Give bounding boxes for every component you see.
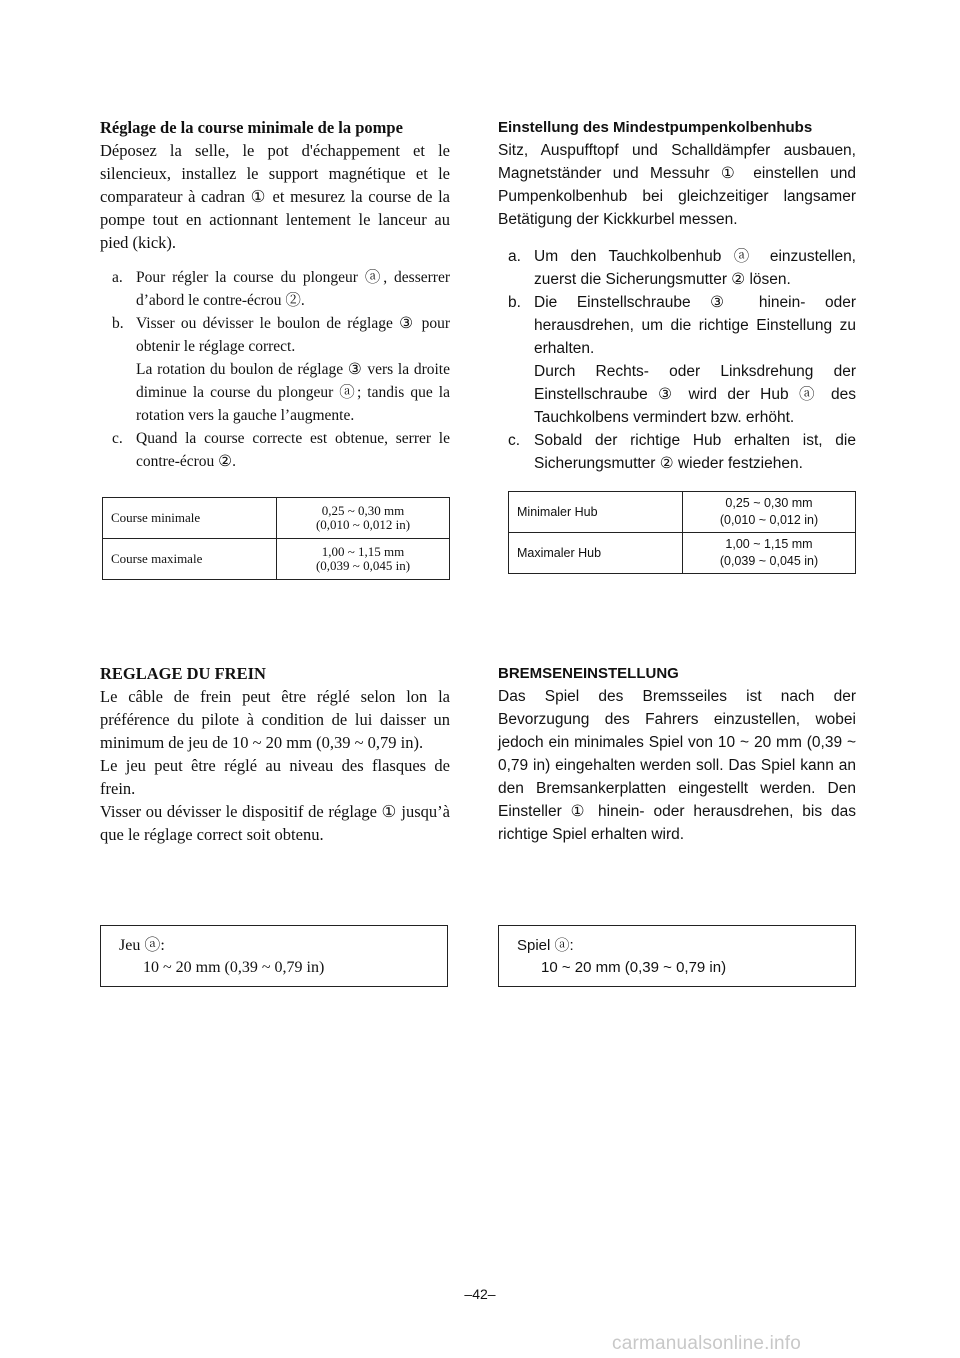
box-label: Jeu ⓐ: bbox=[119, 937, 165, 954]
french-steps-list bbox=[100, 266, 450, 473]
german-pump-intro: Sitz, Auspufftopf und Schalldämpfer ausbauen, Magnetständer und Messuhr ① einstellen und Pumpenkolbenhub bei gleichzeitiger langsamer Betätigung der Kickkurbel messen. bbox=[498, 142, 856, 228]
french-pump-intro: Déposez la selle, le pot d'échappement et le silencieux, installez le support magnétique et le comparateur à cadran ① et mesurez la course de la pompe tout en actionnant lentement le lanceur au pied (kick). bbox=[100, 141, 450, 252]
box-value: 10 ~ 20 mm (0,39 ~ 0,79 in) bbox=[143, 959, 325, 976]
step-text: Pour régler la course du plongeur ⓐ, desserrer d’abord le contre-écrou ②. bbox=[136, 269, 450, 309]
step-marker: c. bbox=[112, 430, 123, 447]
german-pump-title: Einstellung des Mindestpumpenkolbenhubs bbox=[498, 119, 813, 136]
table-cell-value bbox=[683, 492, 856, 533]
french-step-a bbox=[100, 266, 450, 312]
french-brake-p2: Le jeu peut être réglé au niveau des flasques de frein. bbox=[100, 756, 450, 798]
table-cell-value bbox=[277, 539, 450, 580]
box-label: Spiel ⓐ: bbox=[517, 937, 574, 954]
table-cell-label: Maximaler Hub bbox=[509, 533, 683, 574]
table-cell-label: Minimaler Hub bbox=[509, 492, 683, 533]
french-step-c bbox=[100, 427, 450, 473]
table-cell-value bbox=[277, 498, 450, 539]
french-brake-title: REGLAGE DU FREIN bbox=[100, 664, 266, 683]
step-extra-text: Durch Rechts- oder Linksdrehung der Einstellschraube ③ wird der Hub ⓐ des Tauchkolbens vermindert bzw. erhöht. bbox=[534, 363, 856, 426]
german-step-c bbox=[498, 429, 856, 475]
french-pump-section bbox=[100, 116, 450, 580]
step-marker: a. bbox=[112, 269, 123, 286]
table-row bbox=[509, 492, 856, 533]
step-text: Um den Tauchkolbenhub ⓐ einzustellen, zuerst die Sicherungsmutter ② lösen. bbox=[534, 248, 856, 288]
german-steps-list bbox=[498, 245, 856, 475]
table-cell-label: Course maximale bbox=[103, 539, 277, 580]
table-row bbox=[103, 498, 450, 539]
value-imperial: (0,039 ~ 0,045 in) bbox=[719, 554, 819, 568]
french-step-b bbox=[100, 312, 450, 427]
value-metric: 1,00 ~ 1,15 mm bbox=[321, 544, 405, 559]
value-metric: 1,00 ~ 1,15 mm bbox=[725, 537, 813, 551]
german-brake-title: BREMSENEINSTELLUNG bbox=[498, 665, 679, 682]
table-row bbox=[103, 539, 450, 580]
german-stroke-table bbox=[508, 491, 856, 574]
table-cell-value bbox=[683, 533, 856, 574]
german-pump-section bbox=[498, 116, 856, 574]
step-marker: c. bbox=[508, 432, 521, 449]
step-marker: b. bbox=[508, 294, 521, 311]
watermark: carmanualsonline.info bbox=[612, 1333, 802, 1354]
value-metric: 0,25 ~ 0,30 mm bbox=[321, 503, 405, 518]
step-text: Quand la course correcte est obtenue, serrer le contre-écrou ②. bbox=[136, 430, 450, 470]
french-brake-section bbox=[100, 662, 450, 846]
value-imperial: (0,010 ~ 0,012 in) bbox=[315, 517, 411, 532]
step-marker: b. bbox=[112, 315, 124, 332]
value-imperial: (0,010 ~ 0,012 in) bbox=[719, 513, 819, 527]
table-cell-label: Course minimale bbox=[103, 498, 277, 539]
german-step-a bbox=[498, 245, 856, 291]
step-marker: a. bbox=[508, 248, 521, 265]
step-text: Die Einstellschraube ③ hinein- oder herausdrehen, um die richtige Einstellung zu erhalten. bbox=[534, 294, 856, 357]
french-freeplay-box bbox=[100, 925, 448, 987]
french-brake-p3: Visser ou dévisser le dispositif de réglage ① jusqu’à que le réglage correct soit obtenu. bbox=[100, 802, 450, 844]
box-value: 10 ~ 20 mm (0,39 ~ 0,79 in) bbox=[541, 959, 727, 976]
step-text: Sobald der richtige Hub erhalten ist, die Sicherungsmutter ② wieder festziehen. bbox=[534, 432, 856, 472]
german-brake-p1: Das Spiel des Bremsseiles ist nach der Bevorzugung des Fahrers einzustellen, wobei jedoch ein minimales Spiel von 10 ~ 20 mm (0,39 ~ 0,79 in) eingehalten werden soll. Das Spiel kann an den Bremsankerplatten eingestellt werden. Den Einsteller ① hinein- oder herausdrehen, bis das richtige Spiel erhalten wird. bbox=[498, 688, 856, 843]
french-stroke-table bbox=[102, 497, 450, 580]
french-pump-title: Réglage de la course minimale de la pompe bbox=[100, 118, 403, 137]
page-number: –42– bbox=[464, 1286, 496, 1302]
german-brake-section bbox=[498, 662, 856, 846]
step-text: Visser ou dévisser le boulon de réglage ③ pour obtenir le réglage correct. bbox=[136, 315, 450, 355]
french-brake-p1: Le câble de frein peut être réglé selon lon la préférence du pilote à condition de lui daisser un minimum de jeu de 10 ~ 20 mm (0,39 ~ 0,79 in). bbox=[100, 687, 450, 752]
value-metric: 0,25 ~ 0,30 mm bbox=[725, 496, 813, 510]
german-freeplay-box bbox=[498, 925, 856, 987]
german-step-b bbox=[498, 291, 856, 429]
table-row bbox=[509, 533, 856, 574]
value-imperial: (0,039 ~ 0,045 in) bbox=[315, 558, 411, 573]
step-extra-text: La rotation du boulon de réglage ③ vers la droite diminue la course du plongeur ⓐ; tandis que la rotation vers la gauche l’augmente. bbox=[136, 361, 450, 424]
